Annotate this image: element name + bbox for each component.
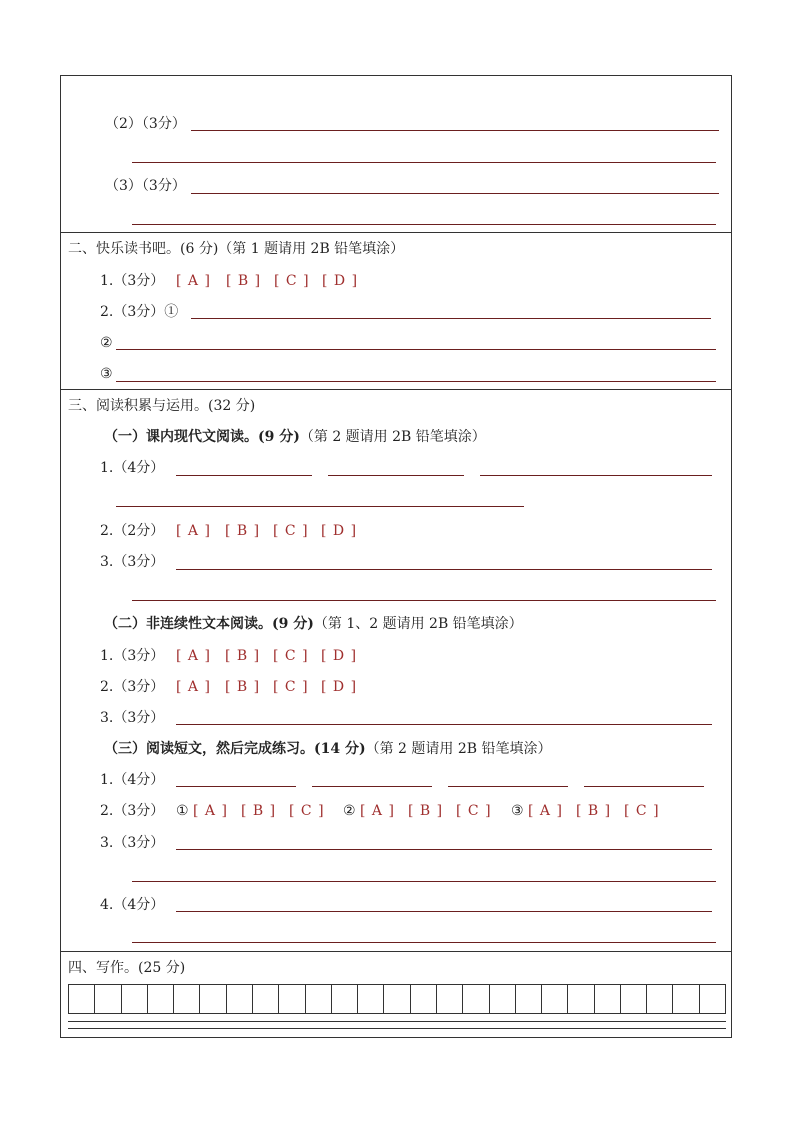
- section-divider: [60, 232, 732, 233]
- part2-heading: 二、快乐读书吧。(6 分)（第 1 题请用 2B 铅笔填涂）: [68, 241, 405, 257]
- p2-q1-label: 1.（3分）: [100, 273, 165, 289]
- grid-cell[interactable]: [700, 985, 725, 1013]
- grid-cell[interactable]: [69, 985, 95, 1013]
- p3-sec3-q2-g3-option-b[interactable]: [ B ]: [576, 803, 612, 819]
- p3-sec2-q3-label: 3.（3分）: [100, 710, 165, 726]
- p3-sec2-q2-option-c[interactable]: [ C ]: [273, 679, 309, 695]
- p3-sec3-q2-g2-option-c[interactable]: [ C ]: [456, 803, 492, 819]
- grid-cell[interactable]: [253, 985, 279, 1013]
- p1-q3-answer-line-1[interactable]: [191, 193, 719, 194]
- p3-sec2-q2-option-a[interactable]: [ A ]: [176, 679, 211, 695]
- p3-sec3-q2-mark-3: ③: [511, 803, 524, 819]
- grid-cell[interactable]: [463, 985, 489, 1013]
- p2-q2-mark-3: ③: [100, 366, 113, 382]
- p2-q2-label: 2.（3分）①: [100, 304, 179, 320]
- p3-sec1-q1-label: 1.（4分）: [100, 460, 165, 476]
- p3-sec3-q3-label: 3.（3分）: [100, 835, 165, 851]
- p2-q2-answer-line-1[interactable]: [191, 318, 711, 319]
- grid-cell[interactable]: [595, 985, 621, 1013]
- p3-sec2-q1-option-d[interactable]: [ D ]: [321, 648, 358, 664]
- p1-q2-answer-line-2[interactable]: [132, 162, 716, 163]
- grid-cell[interactable]: [516, 985, 542, 1013]
- grid-cell[interactable]: [621, 985, 647, 1013]
- p2-q2-answer-line-3[interactable]: [116, 381, 716, 382]
- p3-sec3-q2-mark-1: ①: [176, 803, 189, 819]
- grid-cell[interactable]: [568, 985, 594, 1013]
- part4-heading: 四、写作。(25 分): [68, 960, 186, 976]
- grid-row-separator: [68, 1028, 726, 1029]
- p3-sec3-q4-answer-line-1[interactable]: [176, 911, 712, 912]
- grid-cell[interactable]: [306, 985, 332, 1013]
- grid-cell[interactable]: [279, 985, 305, 1013]
- grid-cell[interactable]: [200, 985, 226, 1013]
- p3-sec2-q1-option-b[interactable]: [ B ]: [225, 648, 261, 664]
- p3-sec1-q2-option-c[interactable]: [ C ]: [273, 523, 309, 539]
- p3-sec2-q2-option-b[interactable]: [ B ]: [225, 679, 261, 695]
- grid-cell[interactable]: [437, 985, 463, 1013]
- grid-cell[interactable]: [227, 985, 253, 1013]
- p3-sec2-title-bold: （二）非连续性文本阅读。(9 分): [104, 616, 314, 632]
- p3-sec1-q1-blank-3[interactable]: [480, 475, 712, 476]
- p2-q1-option-b[interactable]: [ B ]: [226, 273, 262, 289]
- p1-q3-answer-line-2[interactable]: [132, 224, 716, 225]
- p3-sec3-q2-g3-option-c[interactable]: [ C ]: [624, 803, 660, 819]
- p3-sec1-q2-option-d[interactable]: [ D ]: [321, 523, 358, 539]
- p3-sec3-q4-label: 4.（4分）: [100, 897, 165, 913]
- p3-sec1-q3-answer-line-2[interactable]: [132, 600, 716, 601]
- p3-sec1-title: [104, 429, 486, 445]
- p3-sec1-q1-blank-2[interactable]: [328, 475, 464, 476]
- composition-grid[interactable]: [68, 984, 726, 1014]
- grid-cell[interactable]: [411, 985, 437, 1013]
- p3-sec3-q2-g3-option-a[interactable]: [ A ]: [528, 803, 563, 819]
- p3-sec2-title-note: （第 1、2 题请用 2B 铅笔填涂）: [313, 616, 523, 632]
- p3-sec2-title: [104, 616, 523, 632]
- section-divider: [60, 951, 732, 952]
- p3-sec1-q3-answer-line-1[interactable]: [176, 569, 712, 570]
- p3-sec3-title-note: （第 2 题请用 2B 铅笔填涂）: [365, 741, 552, 757]
- section-divider: [60, 389, 732, 390]
- grid-cell[interactable]: [358, 985, 384, 1013]
- p3-sec3-q2-g1-option-a[interactable]: [ A ]: [193, 803, 228, 819]
- p3-sec3-q4-answer-line-2[interactable]: [132, 942, 716, 943]
- grid-cell[interactable]: [384, 985, 410, 1013]
- p3-sec2-q1-option-c[interactable]: [ C ]: [273, 648, 309, 664]
- p3-sec3-q2-g2-option-a[interactable]: [ A ]: [360, 803, 395, 819]
- p3-sec3-q1-blank-1[interactable]: [176, 786, 296, 787]
- p3-sec1-q2-label: 2.（2分）: [100, 523, 165, 539]
- part3-heading: 三、阅读积累与运用。(32 分): [68, 398, 256, 414]
- p3-sec1-title-bold: （一）课内现代文阅读。(9 分): [104, 429, 300, 445]
- grid-cell[interactable]: [673, 985, 699, 1013]
- p3-sec3-q2-g2-option-b[interactable]: [ B ]: [408, 803, 444, 819]
- p3-sec2-q2-label: 2.（3分）: [100, 679, 165, 695]
- p3-sec1-q1-blank-1[interactable]: [176, 475, 312, 476]
- p3-sec3-q1-blank-4[interactable]: [584, 786, 704, 787]
- p3-sec3-q2-g1-option-c[interactable]: [ C ]: [289, 803, 325, 819]
- grid-cell[interactable]: [490, 985, 516, 1013]
- grid-cell[interactable]: [647, 985, 673, 1013]
- p3-sec3-q2-g1-option-b[interactable]: [ B ]: [241, 803, 277, 819]
- grid-row-separator: [68, 1021, 726, 1022]
- p3-sec1-q1-blank-4[interactable]: [116, 506, 524, 507]
- p3-sec3-q2-mark-2: ②: [343, 803, 356, 819]
- p3-sec3-q2-label: 2.（3分）: [100, 803, 165, 819]
- p1-q2-answer-line-1[interactable]: [191, 130, 719, 131]
- p3-sec3-title-bold: （三）阅读短文，然后完成练习。(14 分): [104, 741, 366, 757]
- p3-sec3-q3-answer-line-2[interactable]: [132, 881, 716, 882]
- p1-q3-label: （3）（3分）: [105, 178, 186, 194]
- grid-cell[interactable]: [122, 985, 148, 1013]
- p3-sec1-q2-option-b[interactable]: [ B ]: [225, 523, 261, 539]
- p2-q1-option-d[interactable]: [ D ]: [322, 273, 359, 289]
- p3-sec3-q1-blank-3[interactable]: [448, 786, 568, 787]
- p3-sec2-q3-answer-line[interactable]: [176, 724, 712, 725]
- p3-sec3-q1-label: 1.（4分）: [100, 772, 165, 788]
- p1-q2-label: （2）（3分）: [105, 116, 186, 132]
- p3-sec1-q2-option-a[interactable]: [ A ]: [176, 523, 211, 539]
- grid-cell[interactable]: [148, 985, 174, 1013]
- grid-cell[interactable]: [542, 985, 568, 1013]
- p3-sec2-q1-option-a[interactable]: [ A ]: [176, 648, 211, 664]
- grid-cell[interactable]: [95, 985, 121, 1013]
- p3-sec3-q1-blank-2[interactable]: [312, 786, 432, 787]
- p3-sec1-q3-label: 3.（3分）: [100, 554, 165, 570]
- p3-sec3-title: [104, 741, 552, 757]
- p3-sec1-title-note: （第 2 题请用 2B 铅笔填涂）: [299, 429, 486, 445]
- grid-cell[interactable]: [332, 985, 358, 1013]
- p3-sec3-q3-answer-line-1[interactable]: [176, 849, 712, 850]
- p2-q2-mark-2: ②: [100, 335, 113, 351]
- p3-sec2-q1-label: 1.（3分）: [100, 648, 165, 664]
- p2-q1-option-a[interactable]: [ A ]: [176, 273, 211, 289]
- p3-sec2-q2-option-d[interactable]: [ D ]: [321, 679, 358, 695]
- p2-q1-option-c[interactable]: [ C ]: [274, 273, 310, 289]
- p2-q2-answer-line-2[interactable]: [116, 349, 716, 350]
- grid-cell[interactable]: [174, 985, 200, 1013]
